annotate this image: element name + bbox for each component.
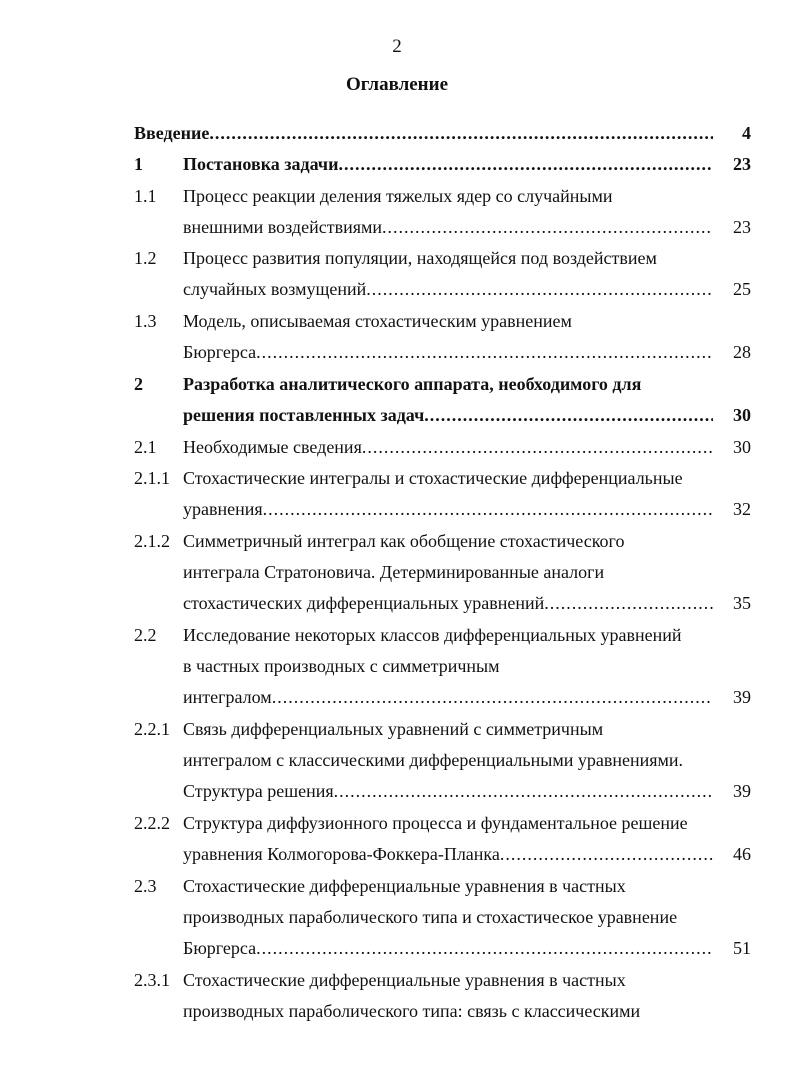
toc-entry-title-line: Бюргерса ..... — [183, 933, 713, 964]
toc-entry-number: 1.1 — [134, 186, 157, 206]
toc-entry-number: 2.2.2 — [134, 813, 170, 833]
toc-entry-title-line: в частных производных с симметричным — [183, 656, 500, 676]
toc-entry-title-line: производных параболического типа и стохастическое уравнение — [183, 907, 678, 927]
toc-entry-number: 2.2.1 — [134, 719, 170, 739]
toc-entry-number: 2.1.1 — [134, 468, 170, 488]
toc-entry-title: Постановка задачи ..... — [183, 149, 713, 180]
toc-entry-number: 2.1.2 — [134, 531, 170, 551]
toc-entry-title-line: уравнения ..... — [183, 494, 713, 525]
toc-entry-number: 1.3 — [134, 311, 157, 331]
toc-entry-number: 1.2 — [134, 248, 157, 268]
toc-entry-page: 46 — [733, 844, 751, 864]
toc-entry-page: 30 — [733, 437, 751, 457]
toc-entry-title-line: Исследование некоторых классов дифференциальных уравнений — [183, 625, 682, 645]
toc-entry-page: 23 — [733, 154, 751, 174]
toc-entry-title-line: Связь дифференциальных уравнений с симметричным — [183, 719, 604, 739]
toc-entry-number: 2.2 — [134, 625, 157, 645]
toc-entry-title-line: интегралом ..... — [183, 682, 713, 713]
toc-entry-title-line: Стохастические интегралы и стохастические дифференциальные — [183, 468, 683, 488]
toc-entry-page: 4 — [742, 123, 751, 143]
toc-entry-title-line: решения поставленных задач ..... — [183, 400, 713, 431]
toc-entry-number: 2.3 — [134, 876, 157, 896]
toc-entry-title-line: Необходимые сведения ..... — [183, 432, 713, 463]
toc-entry-page: 39 — [733, 687, 751, 707]
toc-entry-number: 2.1 — [134, 437, 157, 457]
page-number: 2 — [392, 36, 402, 57]
toc-entry-title-line: внешними воздействиями ..... — [183, 212, 713, 243]
toc-entry-title-line: Структура решения ..... — [183, 776, 713, 807]
toc-entry-page: 25 — [733, 279, 751, 299]
toc-entry-page: 32 — [733, 499, 751, 519]
toc-entry-number: 2 — [134, 374, 143, 394]
toc-entry-title-line: стохастических дифференциальных уравнений ..... — [183, 588, 713, 619]
toc-entry-title-line: уравнения Колмогорова-Фоккера-Планка ..... — [183, 839, 713, 870]
toc-entry-title: Введение ..... — [134, 118, 713, 149]
toc-title: Оглавление — [345, 74, 449, 95]
toc-entry-page: 30 — [733, 405, 751, 425]
toc-entry-number: 1 — [134, 154, 143, 174]
toc-entry-page: 23 — [733, 217, 751, 237]
toc-entry-title-line: Стохастические дифференциальные уравнения в частных — [183, 876, 626, 896]
toc-entry-page: 39 — [733, 781, 751, 801]
toc-entry-title-line: интегралом с классическими дифференциальными уравнениями. — [183, 750, 684, 770]
toc-entry-title-line: производных параболического типа: связь с классическими — [183, 1001, 641, 1021]
toc-entry-page: 35 — [733, 593, 751, 613]
toc-entry-page: 28 — [733, 342, 751, 362]
toc-entry-title-line: Симметричный интеграл как обобщение стохастического — [183, 531, 625, 551]
toc-entry-page: 51 — [733, 938, 751, 958]
toc-entry-title-line: Модель, описываемая стохастическим уравнением — [183, 311, 572, 331]
toc-entry-title-line: Разработка аналитического аппарата, необходимого для — [183, 374, 642, 394]
toc-entry-title-line: Процесс реакции деления тяжелых ядер со случайными — [183, 186, 613, 206]
toc-entry-title-line: случайных возмущений ..... — [183, 274, 713, 305]
toc-entry-title-line: Процесс развития популяции, находящейся под воздействием — [183, 248, 657, 268]
toc-entry-title-line: Стохастические дифференциальные уравнения в частных — [183, 970, 626, 990]
toc-entry-number: 2.3.1 — [134, 970, 170, 990]
toc-entry-title-line: интеграла Стратоновича. Детерминированные аналоги — [183, 562, 605, 582]
toc-entry-title-line: Бюргерса ..... — [183, 337, 713, 368]
toc-entry-title-line: Структура диффузионного процесса и фундаментальное решение — [183, 813, 688, 833]
